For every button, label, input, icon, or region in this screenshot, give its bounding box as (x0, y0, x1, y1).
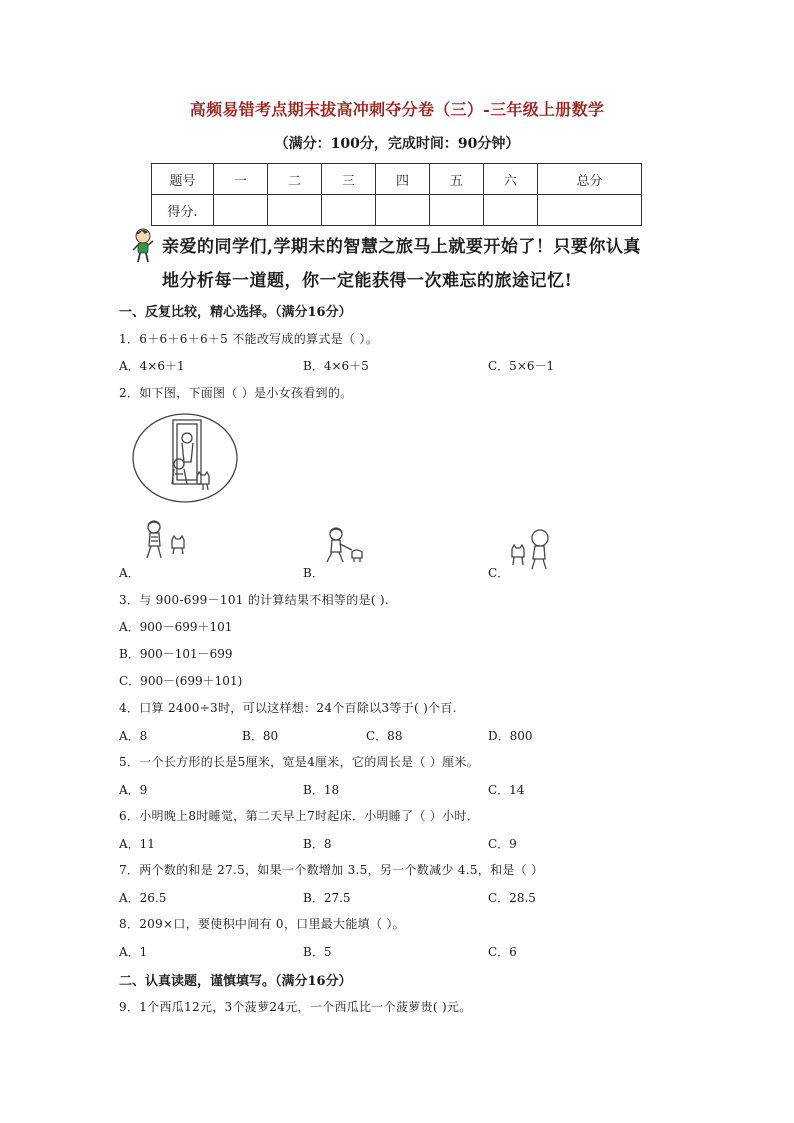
q2-option-c-figure-icon (508, 529, 554, 571)
q8-option-c[interactable]: C．6 (488, 945, 517, 959)
encouragement-line-2: 地分析每一道题，你一定能获得一次难忘的旅途记忆! (162, 271, 573, 291)
q2-option-a-figure-icon (142, 518, 188, 562)
score-cell[interactable] (214, 195, 268, 226)
q2-option-b[interactable]: B． (303, 566, 324, 580)
q7-option-c[interactable]: C．28.5 (488, 891, 536, 905)
score-cell[interactable] (267, 195, 321, 226)
q1-option-b[interactable]: B．4×6＋5 (303, 359, 369, 373)
q3-option-c[interactable]: C．900－(699＋101) (119, 674, 243, 688)
score-cell[interactable] (537, 195, 641, 226)
door-scene-illustration (131, 412, 239, 504)
q3-option-a[interactable]: A．900－699＋101 (119, 620, 233, 634)
paper-subtitle: （满分：100分，完成时间：90分钟） (274, 136, 520, 152)
q1-option-a[interactable]: A．4×6＋1 (119, 359, 185, 373)
q2-option-b-figure-icon (322, 526, 368, 566)
question-7: 7．两个数的和是 27.5，如果一个数增加 3.5，另一个数减少 4.5，和是（ ） (119, 863, 544, 877)
boy-mascot-icon (130, 227, 156, 265)
score-header-cell: 四 (375, 164, 429, 195)
question-8: 8．209×口，要使积中间有 0，口里最大能填（ ）。 (119, 917, 405, 931)
q3-option-b[interactable]: B．900－101－699 (119, 647, 233, 661)
q7-option-b[interactable]: B．27.5 (303, 891, 351, 905)
q5-option-c[interactable]: C．14 (488, 783, 525, 797)
score-header-cell: 六 (483, 164, 537, 195)
score-table-header-row (152, 164, 642, 195)
score-cell[interactable] (483, 195, 537, 226)
question-3: 3．与 900-699－101 的计算结果不相等的是( ). (119, 593, 390, 607)
score-cell[interactable] (429, 195, 483, 226)
q5-option-a[interactable]: A．9 (119, 783, 148, 797)
score-header-cell: 一 (214, 164, 268, 195)
section-2-heading: 二、认真读题，谨慎填写。（满分16分） (119, 974, 352, 989)
q8-option-b[interactable]: B．5 (303, 945, 332, 959)
q2-option-a[interactable]: A． (119, 566, 140, 580)
score-header-cell: 总分 (537, 164, 641, 195)
score-table-score-row (152, 195, 642, 226)
section-1-heading: 一、反复比较，精心选择。（满分16分） (119, 305, 352, 320)
q6-option-a[interactable]: A．11 (119, 837, 155, 851)
q8-option-a[interactable]: A．1 (119, 945, 148, 959)
q4-option-d[interactable]: D．800 (488, 729, 533, 743)
question-1: 1．6＋6＋6＋6＋5 不能改写成的算式是（ ）。 (119, 332, 378, 346)
q4-option-c[interactable]: C．88 (366, 729, 403, 743)
score-cell[interactable] (321, 195, 375, 226)
score-header-cell: 题号 (152, 164, 214, 195)
question-6: 6．小明晚上8时睡觉，第二天早上7时起床．小明睡了（ ）小时． (119, 809, 480, 823)
score-label-cell: 得分. (152, 195, 214, 226)
q1-option-c[interactable]: C．5×6－1 (488, 359, 555, 373)
score-table (151, 163, 642, 226)
q4-option-b[interactable]: B．80 (242, 729, 279, 743)
score-header-cell: 五 (429, 164, 483, 195)
q4-option-a[interactable]: A．8 (119, 729, 148, 743)
question-4: 4．口算 2400÷3时，可以这样想：24个百除以3等于( )个百. (119, 701, 457, 715)
paper-title: 高频易错考点期末拔高冲刺夺分卷（三）-三年级上册数学 (189, 100, 605, 119)
q6-option-c[interactable]: C．9 (488, 837, 517, 851)
score-cell[interactable] (375, 195, 429, 226)
q7-option-a[interactable]: A．26.5 (119, 891, 167, 905)
q2-option-c[interactable]: C． (488, 566, 510, 580)
question-9: 9．1个西瓜12元，3个菠萝24元，一个西瓜比一个菠萝贵( )元。 (119, 1000, 472, 1014)
encouragement-line-1: 亲爱的同学们,学期末的智慧之旅马上就要开始了！只要你认真 (162, 237, 641, 257)
q5-option-b[interactable]: B．18 (303, 783, 340, 797)
score-header-cell: 二 (267, 164, 321, 195)
q6-option-b[interactable]: B．8 (303, 837, 332, 851)
score-header-cell: 三 (321, 164, 375, 195)
question-5: 5．一个长方形的长是5厘米，宽是4厘米，它的周长是（ ）厘米。 (119, 755, 480, 769)
question-2: 2．如下图，下面图（ ）是小女孩看到的。 (119, 386, 353, 400)
